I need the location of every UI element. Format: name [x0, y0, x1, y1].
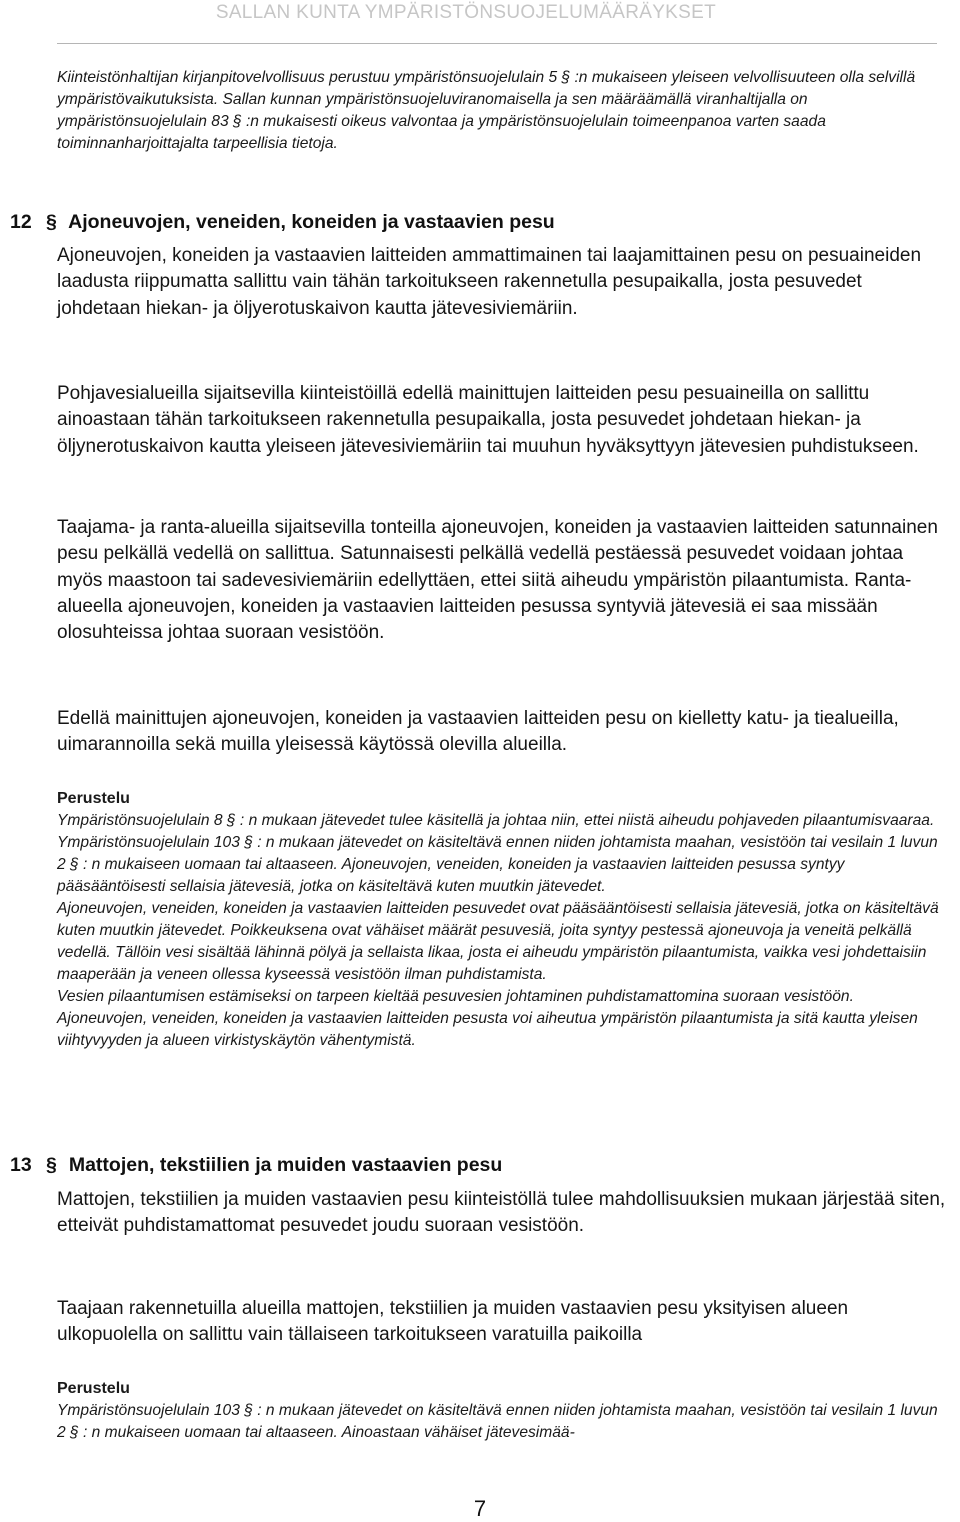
- section-13-paragraph-1: Mattojen, tekstiilien ja muiden vastaavien pesu kiinteistöllä tulee mahdollisuuksien mukaan järjestää siten, etteivät puhdistamattomat pesuvedet joudu suoraan vesistöön.: [57, 1189, 946, 1237]
- section-12-body-2: [57, 381, 947, 460]
- section-12-heading: [10, 210, 555, 234]
- section-12-paragraph-4: Edellä mainittujen ajoneuvojen, koneiden ja vastaavien laitteiden pesu on kielletty katu- ja tiealueilla, uimarannoilla sekä muilla yleisessä käytössä olevilla alueilla.: [57, 708, 899, 756]
- section-13-body: [57, 1187, 947, 1240]
- section-12-body: [57, 243, 947, 322]
- section-12-number: 12: [10, 211, 32, 233]
- section-12-body-4: [57, 706, 947, 759]
- section-13-paragraph-2: Taajaan rakennetuilla alueilla mattojen, tekstiilien ja muiden vastaavien pesu yksityisen alueen ulkopuolella on sallittu vain tällaiseen tarkoitukseen varatuilla paikoilla: [57, 1298, 849, 1346]
- section-sign: §: [45, 1154, 57, 1176]
- perustelu-paragraph-3: Vesien pilaantumisen estämiseksi on tarpeen kieltää pesuvesien johtaminen puhdistamattomina suoraan vesistöön. Ajoneuvojen, veneiden, koneiden ja vastaavien laitteiden pesusta voi aiheutua ympäristön pilaantumista ja sitä kautta yleisen viihtyvyyden ja alueen virkistyskäytön vähentymistä.: [57, 988, 918, 1049]
- section-sign: §: [45, 211, 57, 233]
- section-13-body-2: [57, 1296, 947, 1349]
- section-13-number: 13: [10, 1154, 32, 1176]
- section-13-title: Mattojen, tekstiilien ja muiden vastaavien pesu: [68, 1154, 503, 1176]
- section-12-body-3: [57, 515, 947, 646]
- section-13-heading: [10, 1153, 502, 1177]
- header-rule: [57, 43, 937, 44]
- perustelu-paragraph-2: Ajoneuvojen, veneiden, koneiden ja vastaavien laitteiden pesuvedet ovat pääsääntöisesti sellaisia jätevesiä, jotka on käsiteltävä kuten muutkin jätevedet. Poikkeuksena ovat vähäiset määrät pesuvesiä, joita syntyy pestessä ajoneuvoja ja veneitä pelkällä vedellä. Tällöin vesi sisältää lähinnä pölyä ja sellaista likaa, josta ei aiheudu ympäristön pilaantumista, vaikka vesi johdettaisiin maaperään ja veneen ollessa kyseessä vesistöön ilman puhdistamista.: [57, 900, 939, 983]
- perustelu-label: Perustelu: [57, 790, 130, 807]
- perustelu-label: Perustelu: [57, 1380, 130, 1397]
- section-12-paragraph-2: Pohjavesialueilla sijaitsevilla kiinteistöillä edellä mainittujen laitteiden pesu pesuaineilla on sallittu ainoastaan tähän tarkoitukseen rakennetulla pesupaikalla, josta pesuvedet johdetaan hiekan- ja öljynerotuskaivon kautta yleiseen jätevesiviemäriin tai muuhun hyväksyttyyn jätevesien puhdistukseen.: [57, 383, 919, 457]
- document-title: SALLAN KUNTA YMPÄRISTÖNSUOJELUMÄÄRÄYKSET: [215, 2, 716, 23]
- section-12-paragraph-3: Taajama- ja ranta-alueilla sijaitsevilla tonteilla ajoneuvojen, koneiden ja vastaavien laitteiden satunnainen pesu pelkällä vedellä on sallittua. Satunnaisesti pelkällä vedellä pestäessä pesuvedet voidaan johtaa myös maastoon tai sadevesiviemäriin edellyttäen, ettei siitä aiheudu ympäristön pilaantumista. Ranta-alueella ajoneuvojen, koneiden ja vastaavien laitteiden pesussa syntyviä jätevesiä ei saa missään olosuhteissa johtaa suoraan vesistöön.: [57, 517, 938, 644]
- intro-paragraph: Kiinteistönhaltijan kirjanpitovelvollisuus perustuu ympäristönsuojelulain 5 § :n mukaiseen yleiseen velvollisuuteen olla selvillä ympäristövaikutuksista. Sallan kunnan ympäristönsuojeluviranomaisella ja sen määräämällä viranhaltijalla on ympäristönsuojelulain 83 § :n mukaisesti oikeus valvontaa ja ympäristönsuojelulain toimeenpanoa varten saada toiminnanharjoittajalta tarpeellisia tietoja.: [57, 69, 916, 152]
- section-12-perustelu: [57, 788, 947, 1052]
- section-12-paragraph-1: Ajoneuvojen, koneiden ja vastaavien laitteiden ammattimainen tai laajamittainen pesu on pesuaineiden laadusta riippumatta sallittu vain tähän tarkoitukseen rakennetulla pesupaikalla, josta pesuvedet johdetaan hiekan- ja öljyerotuskaivon kautta jätevesiviemäriin.: [57, 245, 922, 319]
- document-header: [0, 0, 960, 32]
- perustelu-paragraph-1: Ympäristönsuojelulain 8 § : n mukaan jätevedet tulee käsitellä ja johtaa niin, ettei niistä aiheudu pohjaveden pilaantumisvaaraa. Ympäristönsuojelulain 103 § : n mukaan jätevedet on käsiteltävä ennen niiden johtamista maahan, vesistöön tai vesilain 1 luvun 2 § : n mukaiseen uomaan tai altaaseen. Ajoneuvojen, veneiden, koneiden ja vastaavien laitteiden pesussa syntyy pääsääntöisesti sellaisia jätevesiä, jotka on käsiteltävä kuten muutkin jätevedet.: [57, 812, 938, 895]
- page-number: 7: [473, 1496, 487, 1521]
- perustelu-paragraph-1: Ympäristönsuojelulain 103 § : n mukaan jätevedet on käsiteltävä ennen niiden johtamista maahan, vesistöön tai vesilain 1 luvun 2 § : n mukaiseen uomaan tai altaaseen. Ainoastaan vähäiset jätevesimää-: [57, 1402, 938, 1441]
- intro-block: [57, 67, 937, 155]
- section-13-perustelu: [57, 1378, 947, 1444]
- section-12-title: Ajoneuvojen, veneiden, koneiden ja vastaavien pesu: [68, 211, 555, 233]
